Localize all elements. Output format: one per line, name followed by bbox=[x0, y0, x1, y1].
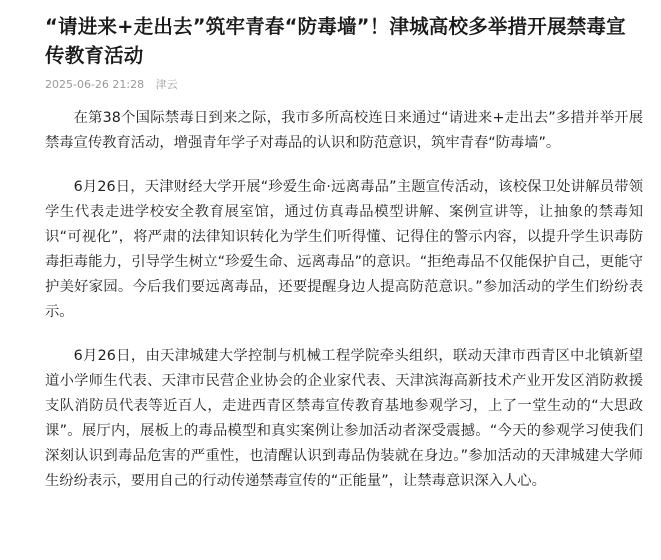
article-paragraph-intro: 在第38个国际禁毒日到来之际，我市多所高校连日来通过“请进来+走出去”多措并举开展禁毒宣传教育活动，增强青年学子对毒品的认识和防范意识，筑牢青春“防毒墙”。 bbox=[45, 110, 643, 151]
article-paragraph-tjufe: 6月26日，天津财经大学开展“珍爱生命·远离毒品”主题宣传活动，该校保卫处讲解员带领学生代表走进学校安全教育展室馆，通过仿真毒品模型讲解、案例宣讲等，让抽象的禁毒知识“可视化”，将严肃的法律知识转化为学生们听得懂、记得住的警示内容，以提升学生识毒防毒拒毒能力，引导学生树立“珍爱生命、远离毒品”的意识。“拒绝毒品不仅能保护自己，更能守护美好家园。今后我们要远离毒品，还要提醒身边人提高防范意识。”参加活动的学生们纷纷表示。 bbox=[45, 179, 643, 320]
article-meta bbox=[45, 76, 643, 94]
article-title: “请进来+走出去”筑牢青春“防毒墙”！津城高校多举措开展禁毒宣传教育活动 bbox=[45, 15, 626, 67]
article-source: 津云 bbox=[155, 78, 178, 91]
article-paragraph-tcu: 6月26日，由天津城建大学控制与机械工程学院牵头组织，联动天津市西青区中北镇新望道小学师生代表、天津市民营企业协会的企业家代表、天津滨海高新技术产业开发区消防救援支队消防员代表等近百人，走进西青区禁毒宣传教育基地参观学习，上了一堂生动的“大思政课”。展厅内，展板上的毒品模型和真实案例让参加活动者深受震撼。“今天的参观学习使我们深刻认识到毒品危害的严重性，也清醒认识到毒品伪装就在身边。”参加活动的天津城建大学师生纷纷表示，要用自己的行动传递禁毒宣传的“正能量”，让禁毒意识深入人心。 bbox=[45, 348, 643, 489]
article-body bbox=[45, 106, 643, 494]
publish-datetime: 2025-06-26 21:28 bbox=[45, 78, 145, 91]
